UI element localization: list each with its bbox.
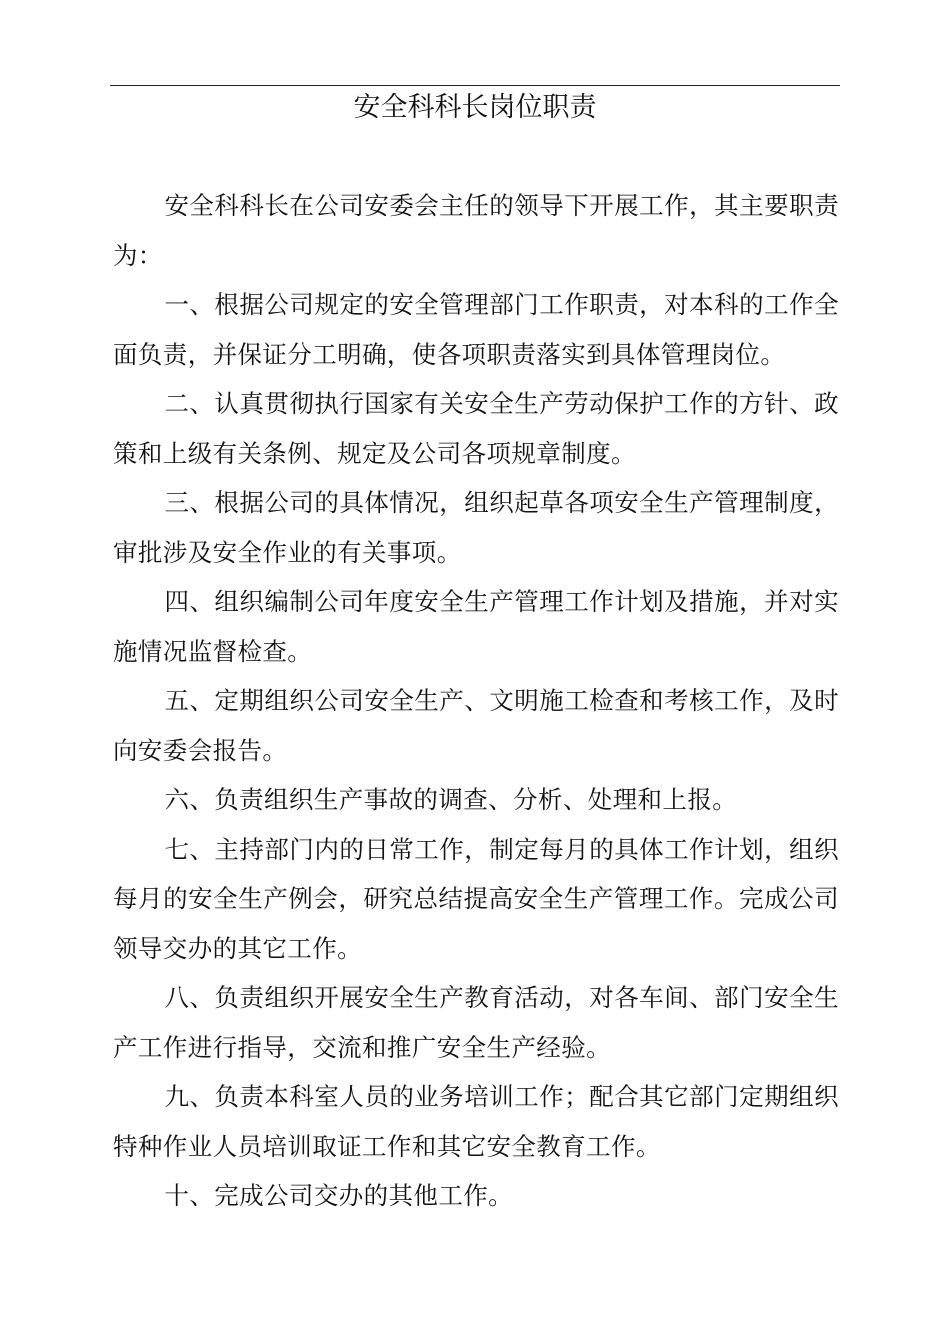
duty-item-9: 九、负责本科室人员的业务培训工作；配合其它部门定期组织特种作业人员培训取证工作和其它安全教育工作。: [113, 1082, 839, 1161]
document-title: 安全科科长岗位职责: [353, 92, 597, 123]
duty-item-7: 七、主持部门内的日常工作，制定每月的具体工作计划，组织每月的安全生产例会，研究总结提高安全生产管理工作。完成公司领导交办的其它工作。: [113, 834, 839, 963]
intro-paragraph: 安全科科长在公司安委会主任的领导下开展工作，其主要职责为：: [113, 191, 839, 270]
duty-item-1: 一、根据公司规定的安全管理部门工作职责，对本科的工作全面负责，并保证分工明确，使各项职责落实到具体管理岗位。: [113, 290, 839, 369]
duty-item-5: 五、定期组织公司安全生产、文明施工检查和考核工作，及时向安委会报告。: [113, 686, 839, 765]
duty-item-10: 十、完成公司交办的其他工作。: [164, 1181, 514, 1210]
duty-item-4: 四、组织编制公司年度安全生产管理工作计划及措施，并对实施情况监督检查。: [113, 587, 839, 666]
duty-item-6: 六、负责组织生产事故的调查、分析、处理和上报。: [164, 785, 738, 814]
duty-item-8: 八、负责组织开展安全生产教育活动，对各车间、部门安全生产工作进行指导，交流和推广安全生产经验。: [113, 983, 839, 1062]
duty-item-2: 二、认真贯彻执行国家有关安全生产劳动保护工作的方针、政策和上级有关条例、规定及公司各项规章制度。: [113, 389, 839, 468]
header-rule: [110, 85, 840, 86]
duty-item-3: 三、根据公司的具体情况，组织起草各项安全生产管理制度，审批涉及安全作业的有关事项。: [113, 488, 839, 567]
document-body: [113, 181, 839, 1221]
